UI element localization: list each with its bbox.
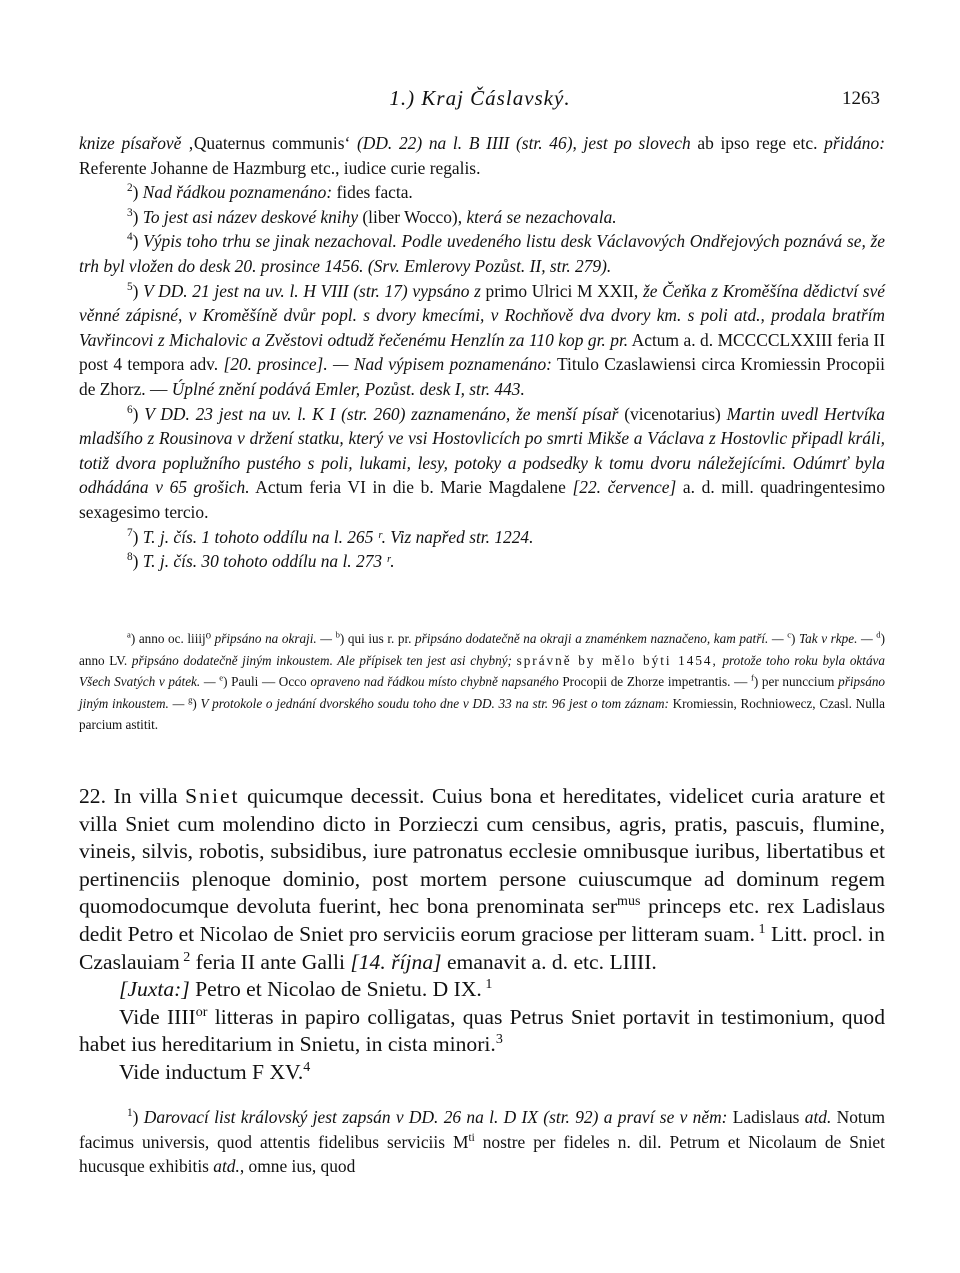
lower-footnote xyxy=(79,1105,885,1179)
paren: ) xyxy=(192,695,197,711)
footnote-5 xyxy=(79,279,885,402)
italic-run: přidáno: xyxy=(824,133,885,153)
italic-run: atd. xyxy=(804,1107,832,1127)
paren: ) xyxy=(791,631,796,646)
italic-run: která se nezachovala. xyxy=(466,206,617,227)
italic-run: V DD. 21 jest na uv. l. H VIII (str. 17) vypsáno z xyxy=(143,280,481,301)
paren: ) xyxy=(339,631,345,646)
text-run: fides facta. xyxy=(332,182,413,203)
paren: ) xyxy=(132,206,143,227)
text-run: emanavit a. d. etc. LIIII. xyxy=(441,949,657,974)
footnote-4 xyxy=(79,229,885,278)
text-run: Kromiessin, Rochniowecz, Czasl. Nulla parcium astitit. xyxy=(79,695,885,733)
italic-run: To jest asi název deskové knihy xyxy=(142,206,359,227)
footnote-mark: 1 xyxy=(127,1107,133,1120)
superscript: 3 xyxy=(495,1031,503,1048)
superscript: 1 xyxy=(481,975,493,992)
text-run: Actum a. d. MCCCCLXXIII feria II post 4 tempora adv. xyxy=(79,329,885,375)
footnote-mark: 2 xyxy=(127,182,133,195)
text-run: ‚Quaternus communis‘ xyxy=(181,133,357,153)
footnote-mark: 5 xyxy=(127,280,133,293)
italic-run: (DD. 22) na l. B IIII (str. 46), jest po slovech xyxy=(356,133,691,153)
italic-run: připsáno na okraji. — xyxy=(214,631,336,646)
superscript: 4 xyxy=(303,1058,311,1075)
footnote-cont xyxy=(79,131,885,180)
text-run: Referente Johanne de Hazmburg etc., iudice curie regalis. xyxy=(79,157,481,178)
entry-paragraph xyxy=(79,1059,885,1087)
text-run: In villa xyxy=(106,784,186,808)
paren: ) xyxy=(132,526,143,547)
italic-run: protože toho roku byla oktáva Všech Svatých v pátek. — xyxy=(79,652,885,690)
text-run: , omne ius, quod xyxy=(239,1156,356,1177)
text-run: primo Ulrici M XXII, xyxy=(480,280,643,301)
footnote-2 xyxy=(79,180,885,205)
italic-run: [14. října] xyxy=(350,949,442,974)
text-run: Pauli — Occo xyxy=(227,674,311,690)
text-run: Titulo Czaslawiensi circa Kromiessin Procopii de Zhorz. — xyxy=(79,354,886,399)
italic-run: T. j. čís. 1 tohoto oddílu na l. 265 ʳ. Viz napřed str. 1224. xyxy=(142,526,534,547)
italic-run: Martin uvedl Hertvíka mladšího z Rousinova v držení statku, který ve vsi Hostovlicích po smrti Mikše a Václava z Hostovlic připadl králi, totiž dvora poplužního pustého s poli, lukami, lesy, potoky a podsedky k tomu dvoru náležejícími. Odúmrť byla odhádána v 65 grošich. xyxy=(79,403,885,498)
text-run: Procopii de Zhorze impetrantis. — xyxy=(558,674,751,690)
text-run: (liber Wocco), xyxy=(358,206,467,227)
footnote-mark: 8 xyxy=(127,551,133,564)
page-number: 1263 xyxy=(842,88,880,109)
paren: ) xyxy=(753,674,759,690)
superscript: or xyxy=(195,1003,208,1020)
note-mark: d xyxy=(876,629,881,640)
italic-run: V protokole o jednání dvorského soudu toho dne v DD. 33 na str. 96 jest o tom záznam: xyxy=(196,695,669,711)
text-run: litteras in papiro colligatas, quas Petrus Sniet portavit in testimonium, quod habet ius hereditarium in Snietu, in cista minori. xyxy=(79,1004,885,1057)
spaced-run: Sniet xyxy=(185,784,240,808)
text-run: per nunccium xyxy=(758,674,839,690)
italic-run: T. j. čís. 30 tohoto oddílu na l. 273 ʳ. xyxy=(142,551,395,572)
italic-run: [22. července] xyxy=(572,477,677,498)
paren: ) xyxy=(132,403,145,424)
superscript: 2 xyxy=(179,948,191,965)
italic-run: atd. xyxy=(213,1156,240,1177)
text-run: anno oc. liiij⁰ xyxy=(135,631,215,646)
italic-run: že Čeňka z Kroměšína dědictví své věnné zápisné, v Kroměšíně dvůr popl. s dvory kmecími, v Rochňově dva dvory km. s poli atd., prodala bratřím Vavřincovi z Michalovic a Zvěstovi odtudž řečenému Henzlín za 110 kop gr. pr. xyxy=(79,280,886,350)
text-run: Notum facimus universis, quod attentis fidelibus serviciis M xyxy=(79,1107,885,1152)
text-run: Vide IIII xyxy=(119,1004,196,1029)
italic-run: připsáno dodatečně na okraji a znaménkem naznačeno, kam patří. — xyxy=(415,631,788,646)
footnote-1 xyxy=(79,1105,885,1179)
entry-paragraph xyxy=(79,976,885,1004)
paren: ) xyxy=(223,674,228,690)
paren: ) xyxy=(132,1107,144,1127)
italic-run: Nad řádkou poznamenáno: xyxy=(142,182,333,203)
note-mark: e xyxy=(219,672,224,683)
italic-run: knize písařově xyxy=(79,133,182,153)
superscript: 1 xyxy=(755,920,766,937)
spaced-run: správně by mělo býti 1454, xyxy=(516,652,718,668)
note-mark: g xyxy=(188,694,193,705)
footnote-mark: 7 xyxy=(127,526,133,539)
superscript: mus xyxy=(617,893,641,910)
entry-22 xyxy=(79,783,885,1087)
paren: ) xyxy=(880,631,885,646)
text-run: Litt. procl. in Czaslauiam xyxy=(79,921,885,974)
text-run: Petro et Nicolao de Snietu. D IX. xyxy=(189,977,482,1002)
running-title: 1.) Kraj Čáslavský. xyxy=(389,86,571,110)
note-mark: b xyxy=(335,629,340,640)
critical-apparatus-text xyxy=(79,628,885,736)
paren: ) xyxy=(130,631,136,646)
italic-run: Výpis toho trhu se jinak nezachoval. Podle uvedeného listu desk Václavových Ondřejových poznává se, že trh byl vložen do desk 20. prosince 1456. (Srv. Emlerovy Pozůst. II, str. 279). xyxy=(79,231,886,276)
text-run: nostre per fideles n. dil. Petrum et Nicolaum de Sniet hucusque exhibitis xyxy=(79,1131,885,1177)
text-run: feria II ante Galli xyxy=(190,949,351,974)
text-run: Ladislaus xyxy=(727,1107,805,1127)
superscript: ti xyxy=(468,1131,475,1144)
critical-apparatus xyxy=(79,628,885,736)
footnote-6 xyxy=(79,402,885,525)
italic-run: připsáno jiným inkoustem. — xyxy=(79,674,886,711)
text-run: princeps etc. rex Ladislaus dedit Petro et Nicolao de Sniet pro serviciis eorum graciose per litteram suam. xyxy=(79,894,885,946)
text-run: Actum feria VI in die b. Marie Magdalene xyxy=(249,477,573,498)
paren: ) xyxy=(132,280,144,301)
footnote-8 xyxy=(79,549,885,574)
paren: ) xyxy=(132,182,143,203)
italic-run: V DD. 23 jest na uv. l. K I (str. 260) zaznamenáno, že menší písař xyxy=(144,403,619,424)
text-run: a. d. mill. quadringentesimo sexagesimo tercio. xyxy=(79,477,886,522)
text-run: (vicenotarius) xyxy=(618,403,727,424)
text-run: Vide inductum F XV. xyxy=(119,1059,304,1084)
footnote-mark: 6 xyxy=(127,403,133,416)
text-run: qui ius r. pr. xyxy=(344,631,416,646)
italic-run: opraveno nad řádkou místo chybně napsaného xyxy=(310,674,559,690)
italic-run: Darovací list královský jest zapsán v DD. 26 na l. D IX (str. 92) a praví se v něm: xyxy=(143,1107,728,1127)
upper-footnotes xyxy=(79,131,885,574)
footnote-3 xyxy=(79,205,885,230)
paren: ) xyxy=(132,551,143,572)
italic-run: připsáno dodatečně jiným inkoustem. Ale přípisek ten jest asi chybný; xyxy=(131,652,517,668)
running-header xyxy=(0,86,960,116)
footnote-mark: 3 xyxy=(127,206,133,219)
note-mark: a xyxy=(127,629,131,640)
note-mark: c xyxy=(787,629,792,640)
entry-number: 22. xyxy=(79,784,106,808)
italic-run: Tak v rkpe. — xyxy=(795,631,877,646)
italic-run: [Juxta:] xyxy=(119,977,190,1002)
italic-run: [20. prosince]. — Nad výpisem poznamenáno: xyxy=(223,354,552,375)
text-run: quicumque decessit. Cuius bona et hereditates, videlicet curia arature et villa Sniet cum molendino dicto in Porzieczi cum censibus, agris, pratis, pascuis, flumine, vineis, silvis, robotis, subsidibus, iure patronatus ecclesie omnibusque iuribus, libertatibus et pertinenciis plenoque dominio, post mortem persone cuiuscumque ad dominum regem quomodocumque devoluta fuerint, hec bona prenominata ser xyxy=(79,784,885,919)
footnote-mark: 4 xyxy=(127,231,133,244)
entry-paragraph xyxy=(79,1004,885,1059)
paren: ) xyxy=(132,231,144,252)
footnote-7 xyxy=(79,525,885,550)
italic-run: Úplné znění podává Emler, Pozůst. desk I, str. 443. xyxy=(171,378,525,399)
text-run: ab ipso rege etc. xyxy=(690,133,825,153)
entry-paragraph xyxy=(79,783,885,976)
text-run: anno LV. xyxy=(79,652,132,668)
note-mark: f xyxy=(750,672,754,683)
